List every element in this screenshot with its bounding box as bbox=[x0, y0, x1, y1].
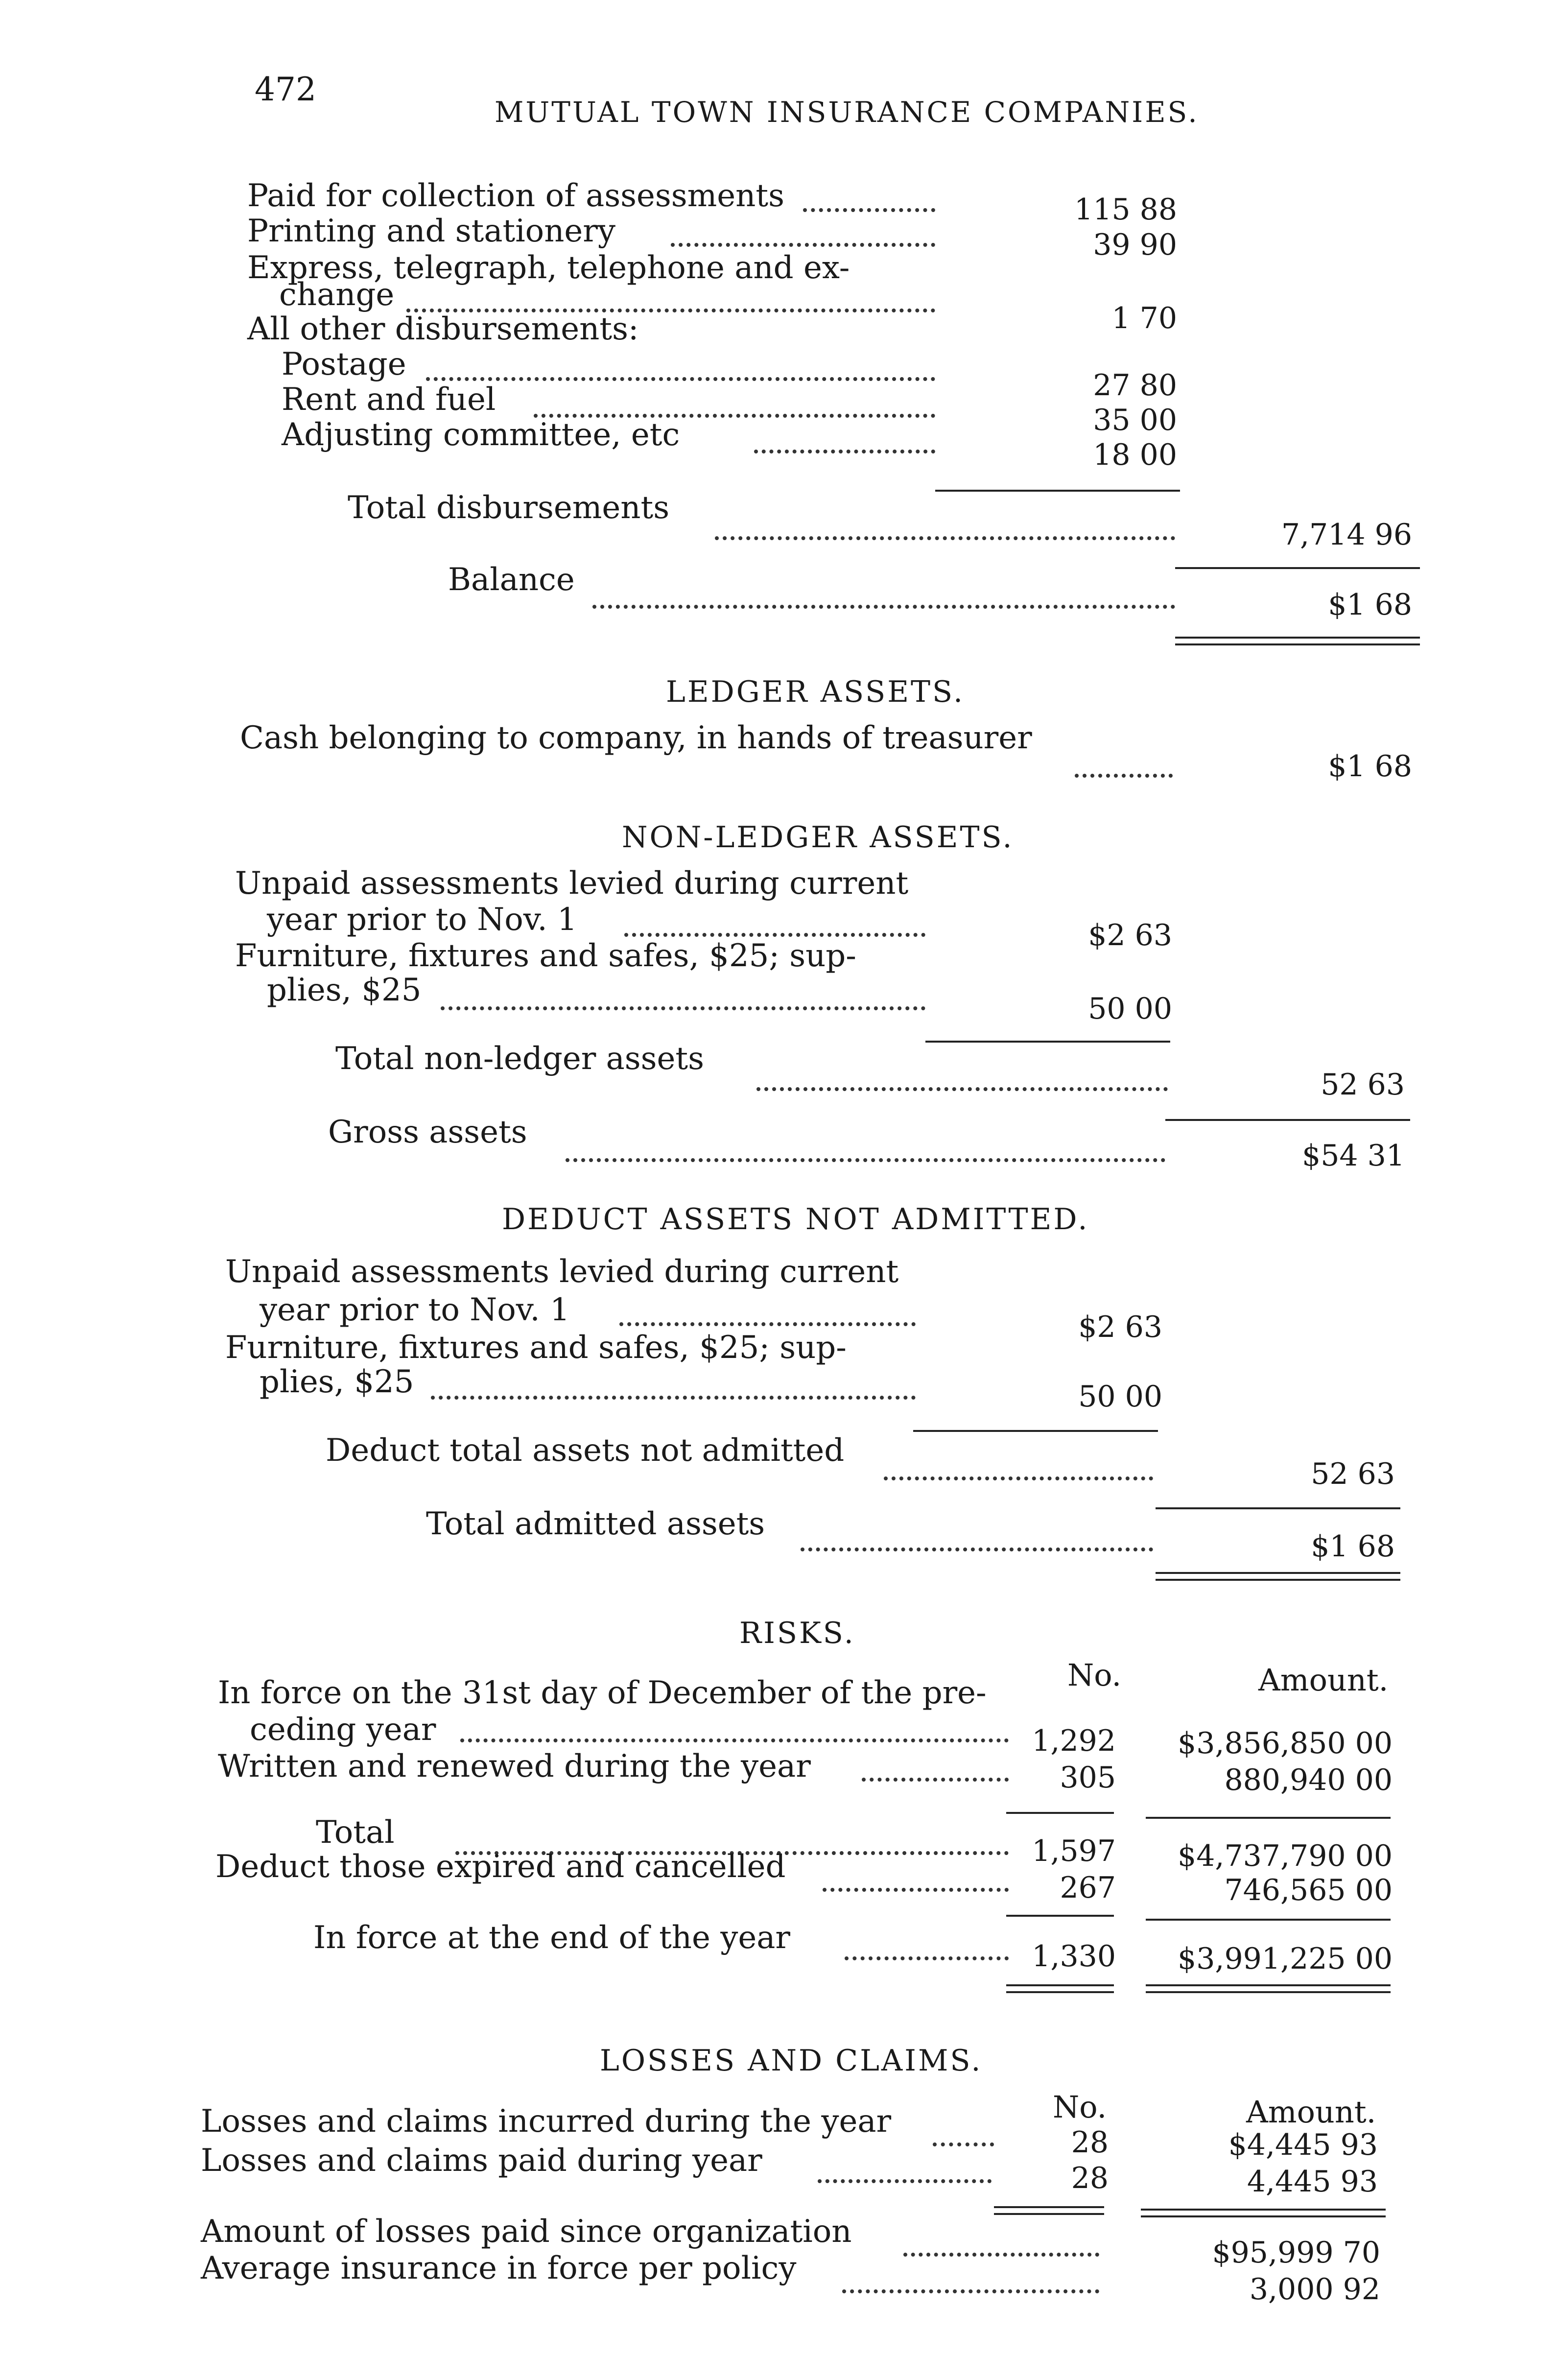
risk-amount-deduct: 746,565 00 bbox=[1224, 1873, 1393, 1907]
na-unpaid-label-cont: year prior to Nov. 1 bbox=[260, 1292, 570, 1328]
risk-amount-rule bbox=[1146, 1919, 1391, 1921]
disb-label-adjusting: Adjusting committee, etc bbox=[282, 417, 680, 453]
leader-dots bbox=[441, 1006, 925, 1010]
subtotal-rule bbox=[925, 1041, 1170, 1043]
total-disbursements-amount: 7,714 96 bbox=[1281, 518, 1412, 552]
loss-amount-paid: 4,445 93 bbox=[1247, 2165, 1378, 2199]
disb-amount-printing: 39 90 bbox=[1093, 228, 1177, 262]
leader-dots bbox=[818, 2179, 992, 2183]
risk-label-start: In force on the 31st day of December of the pre- bbox=[218, 1675, 987, 1711]
balance-label: Balance bbox=[448, 562, 575, 598]
disb-label-rent: Rent and fuel bbox=[282, 381, 496, 418]
losses-heading: LOSSES AND CLAIMS. bbox=[600, 2044, 983, 2078]
double-rule bbox=[1175, 637, 1420, 645]
leader-dots bbox=[715, 536, 1175, 540]
subtotal-rule bbox=[935, 490, 1180, 492]
nl-unpaid-label: Unpaid assessments levied during current bbox=[235, 865, 909, 902]
disb-label-other: All other disbursements: bbox=[247, 311, 639, 347]
na-total-amount: 52 63 bbox=[1311, 1457, 1395, 1491]
non-ledger-heading: NON-LEDGER ASSETS. bbox=[622, 820, 1014, 855]
leader-dots bbox=[426, 377, 935, 381]
cash-label: Cash belonging to company, in hands of treasurer bbox=[240, 720, 1032, 756]
risk-label-start-cont: ceding year bbox=[250, 1712, 436, 1748]
nl-unpaid-label-cont: year prior to Nov. 1 bbox=[267, 902, 577, 938]
subtotal-rule bbox=[913, 1430, 1158, 1432]
leader-dots bbox=[431, 1396, 916, 1400]
risk-amount-total: $4,737,790 00 bbox=[1178, 1839, 1393, 1873]
leader-dots bbox=[671, 243, 935, 247]
page-number: 472 bbox=[255, 71, 316, 108]
risk-no-start: 1,292 bbox=[1032, 1724, 1116, 1758]
leader-dots bbox=[619, 1322, 916, 1326]
loss-no-incurred: 28 bbox=[1071, 2125, 1109, 2160]
leader-dots bbox=[842, 2289, 1099, 2293]
leader-dots bbox=[823, 1888, 1009, 1892]
risks-col-amount: Amount. bbox=[1258, 1662, 1389, 1698]
disb-label-collection: Paid for collection of assessments bbox=[247, 178, 784, 214]
risks-heading: RISKS. bbox=[739, 1616, 855, 1650]
leader-dots bbox=[884, 1476, 1153, 1480]
risk-no-rule bbox=[1006, 1915, 1114, 1917]
na-unpaid-label: Unpaid assessments levied during current bbox=[225, 1254, 899, 1290]
double-rule bbox=[994, 2206, 1104, 2215]
loss-since-org-amount: $95,999 70 bbox=[1212, 2236, 1380, 2270]
double-rule bbox=[1146, 1984, 1391, 1993]
cash-amount: $1 68 bbox=[1328, 749, 1412, 784]
risk-no-total: 1,597 bbox=[1032, 1834, 1116, 1868]
risk-amount-end: $3,991,225 00 bbox=[1178, 1942, 1393, 1976]
risk-no-deduct: 267 bbox=[1060, 1871, 1116, 1905]
leader-dots bbox=[1075, 774, 1173, 778]
loss-label-incurred: Losses and claims incurred during the year bbox=[201, 2103, 892, 2140]
leader-dots bbox=[845, 1956, 1009, 1960]
total-rule bbox=[1165, 1119, 1410, 1121]
risk-amount-written: 880,940 00 bbox=[1224, 1763, 1393, 1797]
total-rule bbox=[1175, 567, 1420, 569]
risk-label-deduct: Deduct those expired and cancelled bbox=[215, 1849, 786, 1885]
risks-col-no: No. bbox=[1067, 1657, 1122, 1693]
nl-furniture-label-cont: plies, $25 bbox=[267, 972, 422, 1008]
leader-dots bbox=[803, 208, 935, 212]
leader-dots bbox=[903, 2253, 1099, 2257]
double-rule bbox=[1156, 1572, 1400, 1581]
leader-dots bbox=[592, 605, 1175, 609]
leader-dots bbox=[754, 450, 935, 453]
admitted-amount: $1 68 bbox=[1311, 1529, 1395, 1564]
not-admitted-heading: DEDUCT ASSETS NOT ADMITTED. bbox=[502, 1202, 1089, 1237]
risk-no-written: 305 bbox=[1060, 1761, 1116, 1795]
leader-dots bbox=[862, 1778, 1009, 1782]
avg-insurance-label: Average insurance in force per policy bbox=[201, 2250, 797, 2286]
leader-dots bbox=[756, 1087, 1168, 1091]
nl-total-amount: 52 63 bbox=[1321, 1068, 1405, 1102]
risk-no-end: 1,330 bbox=[1032, 1939, 1116, 1974]
na-furniture-label: Furniture, fixtures and safes, $25; sup- bbox=[225, 1330, 847, 1366]
total-rule bbox=[1156, 1507, 1400, 1509]
disb-amount-collection: 115 88 bbox=[1074, 192, 1177, 227]
disb-label-printing: Printing and stationery bbox=[247, 213, 616, 249]
leader-dots bbox=[566, 1158, 1165, 1162]
gross-assets-amount: $54 31 bbox=[1302, 1139, 1405, 1173]
na-furniture-label-cont: plies, $25 bbox=[260, 1364, 414, 1400]
risk-label-written: Written and renewed during the year bbox=[218, 1748, 811, 1785]
disb-label-express-cont: change bbox=[279, 277, 395, 313]
avg-insurance-amount: 3,000 92 bbox=[1249, 2272, 1380, 2307]
risk-no-rule bbox=[1006, 1812, 1114, 1814]
loss-amount-incurred: $4,445 93 bbox=[1228, 2128, 1378, 2162]
leader-dots bbox=[460, 1738, 1009, 1742]
leader-dots bbox=[933, 2142, 994, 2146]
disb-label-postage: Postage bbox=[282, 346, 406, 382]
balance-amount: $1 68 bbox=[1328, 588, 1412, 622]
losses-col-amount: Amount. bbox=[1246, 2094, 1376, 2130]
disb-label-express: Express, telegraph, telephone and ex- bbox=[247, 250, 850, 286]
gross-assets-label: Gross assets bbox=[328, 1114, 527, 1150]
loss-no-paid: 28 bbox=[1071, 2161, 1109, 2195]
nl-total-label: Total non-ledger assets bbox=[335, 1041, 704, 1077]
leader-dots bbox=[624, 933, 925, 937]
losses-col-no: No. bbox=[1053, 2089, 1107, 2125]
disb-amount-postage: 27 80 bbox=[1093, 368, 1177, 403]
disb-amount-rent: 35 00 bbox=[1093, 403, 1177, 437]
nl-furniture-label: Furniture, fixtures and safes, $25; sup- bbox=[235, 938, 856, 974]
na-furniture-amount: 50 00 bbox=[1078, 1380, 1162, 1414]
risk-label-end: In force at the end of the year bbox=[313, 1920, 790, 1956]
na-unpaid-amount: $2 63 bbox=[1078, 1310, 1162, 1344]
risk-amount-start: $3,856,850 00 bbox=[1178, 1726, 1393, 1761]
disb-amount-adjusting: 18 00 bbox=[1093, 438, 1177, 472]
ledger-assets-heading: LEDGER ASSETS. bbox=[666, 675, 965, 709]
disb-amount-express: 1 70 bbox=[1111, 301, 1177, 335]
admitted-label: Total admitted assets bbox=[426, 1506, 765, 1542]
total-disbursements-label: Total disbursements bbox=[348, 490, 670, 526]
nl-furniture-amount: 50 00 bbox=[1088, 992, 1172, 1026]
loss-label-paid: Losses and claims paid during year bbox=[201, 2142, 762, 2179]
risk-amount-rule bbox=[1146, 1817, 1391, 1819]
risk-label-total: Total bbox=[316, 1814, 395, 1851]
double-rule bbox=[1141, 2209, 1386, 2217]
nl-unpaid-amount: $2 63 bbox=[1088, 918, 1172, 952]
na-total-label: Deduct total assets not admitted bbox=[326, 1432, 845, 1469]
double-rule bbox=[1006, 1984, 1114, 1993]
running-title: MUTUAL TOWN INSURANCE COMPANIES. bbox=[495, 95, 1199, 129]
leader-dots bbox=[801, 1547, 1153, 1551]
loss-since-org-label: Amount of losses paid since organization bbox=[201, 2213, 852, 2250]
